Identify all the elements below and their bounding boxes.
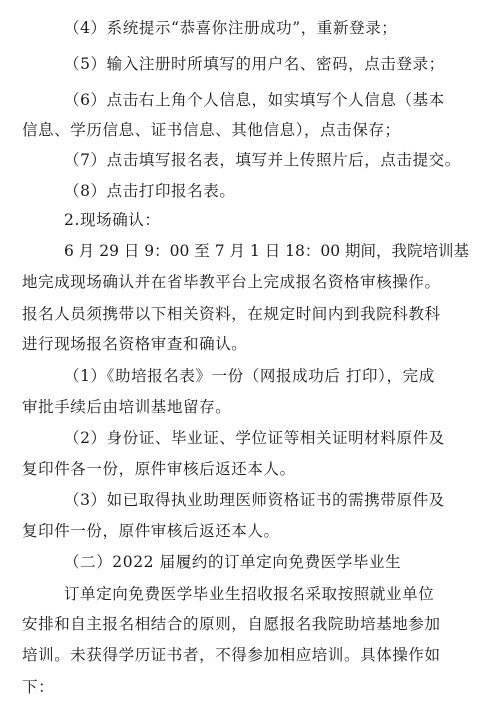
text-line: （2）身份证、毕业证、学位证等相关证明材料原件及	[64, 429, 445, 447]
text-line: （7）点击填写报名表，填写并上传照片后，点击提交。	[64, 151, 461, 169]
text-line: （8）点击打印报名表。	[64, 182, 236, 200]
text-line: （1）《助培报名表》一份（网报成功后 打印），完成	[64, 367, 435, 385]
text-line: 报名人员须携带以下相关资料，在规定时间内到我院科教科	[22, 305, 441, 323]
text-line: （6）点击右上角个人信息，如实填写个人信息（基本	[64, 91, 445, 109]
text-line: 订单定向免费医学毕业生招收报名采取按照就业单位	[64, 585, 435, 603]
text-line: 信息、学历信息、证书信息、其他信息），点击保存；	[22, 121, 401, 139]
text-line: 审批手续后由培训基地留存。	[22, 398, 232, 416]
section-heading: （二）2022 届履约的订单定向免费医学毕业生	[64, 553, 402, 571]
text-line: 下：	[22, 678, 55, 696]
text-line: 培训。未获得学历证书者，不得参加相应培训。具体操作如	[22, 646, 441, 664]
text-line: （4）系统提示“恭喜你注册成功”，重新登录；	[64, 19, 398, 37]
text-line: 进行现场报名资格审查和确认。	[22, 335, 248, 353]
text-line: 复印件各一份，原件审核后返还本人。	[22, 460, 296, 478]
text-line: （3）如已取得执业助理医师资格证书的需携带原件及	[64, 491, 445, 509]
text-line: 复印件一份，原件审核后返还本人。	[22, 522, 280, 540]
section-heading: 2.现场确认：	[64, 211, 161, 229]
text-line: （5）输入注册时所填写的用户名、密码，点击登录；	[64, 55, 445, 73]
text-line: 地完成现场确认并在省毕教平台上完成报名资格审核操作。	[22, 273, 441, 291]
text-line: 6 月 29 日 9：00 至 7 月 1 日 18：00 期间，我院培训基	[64, 242, 470, 260]
text-line: 安排和自主报名相结合的原则，自愿报名我院助培基地参加	[22, 615, 441, 633]
